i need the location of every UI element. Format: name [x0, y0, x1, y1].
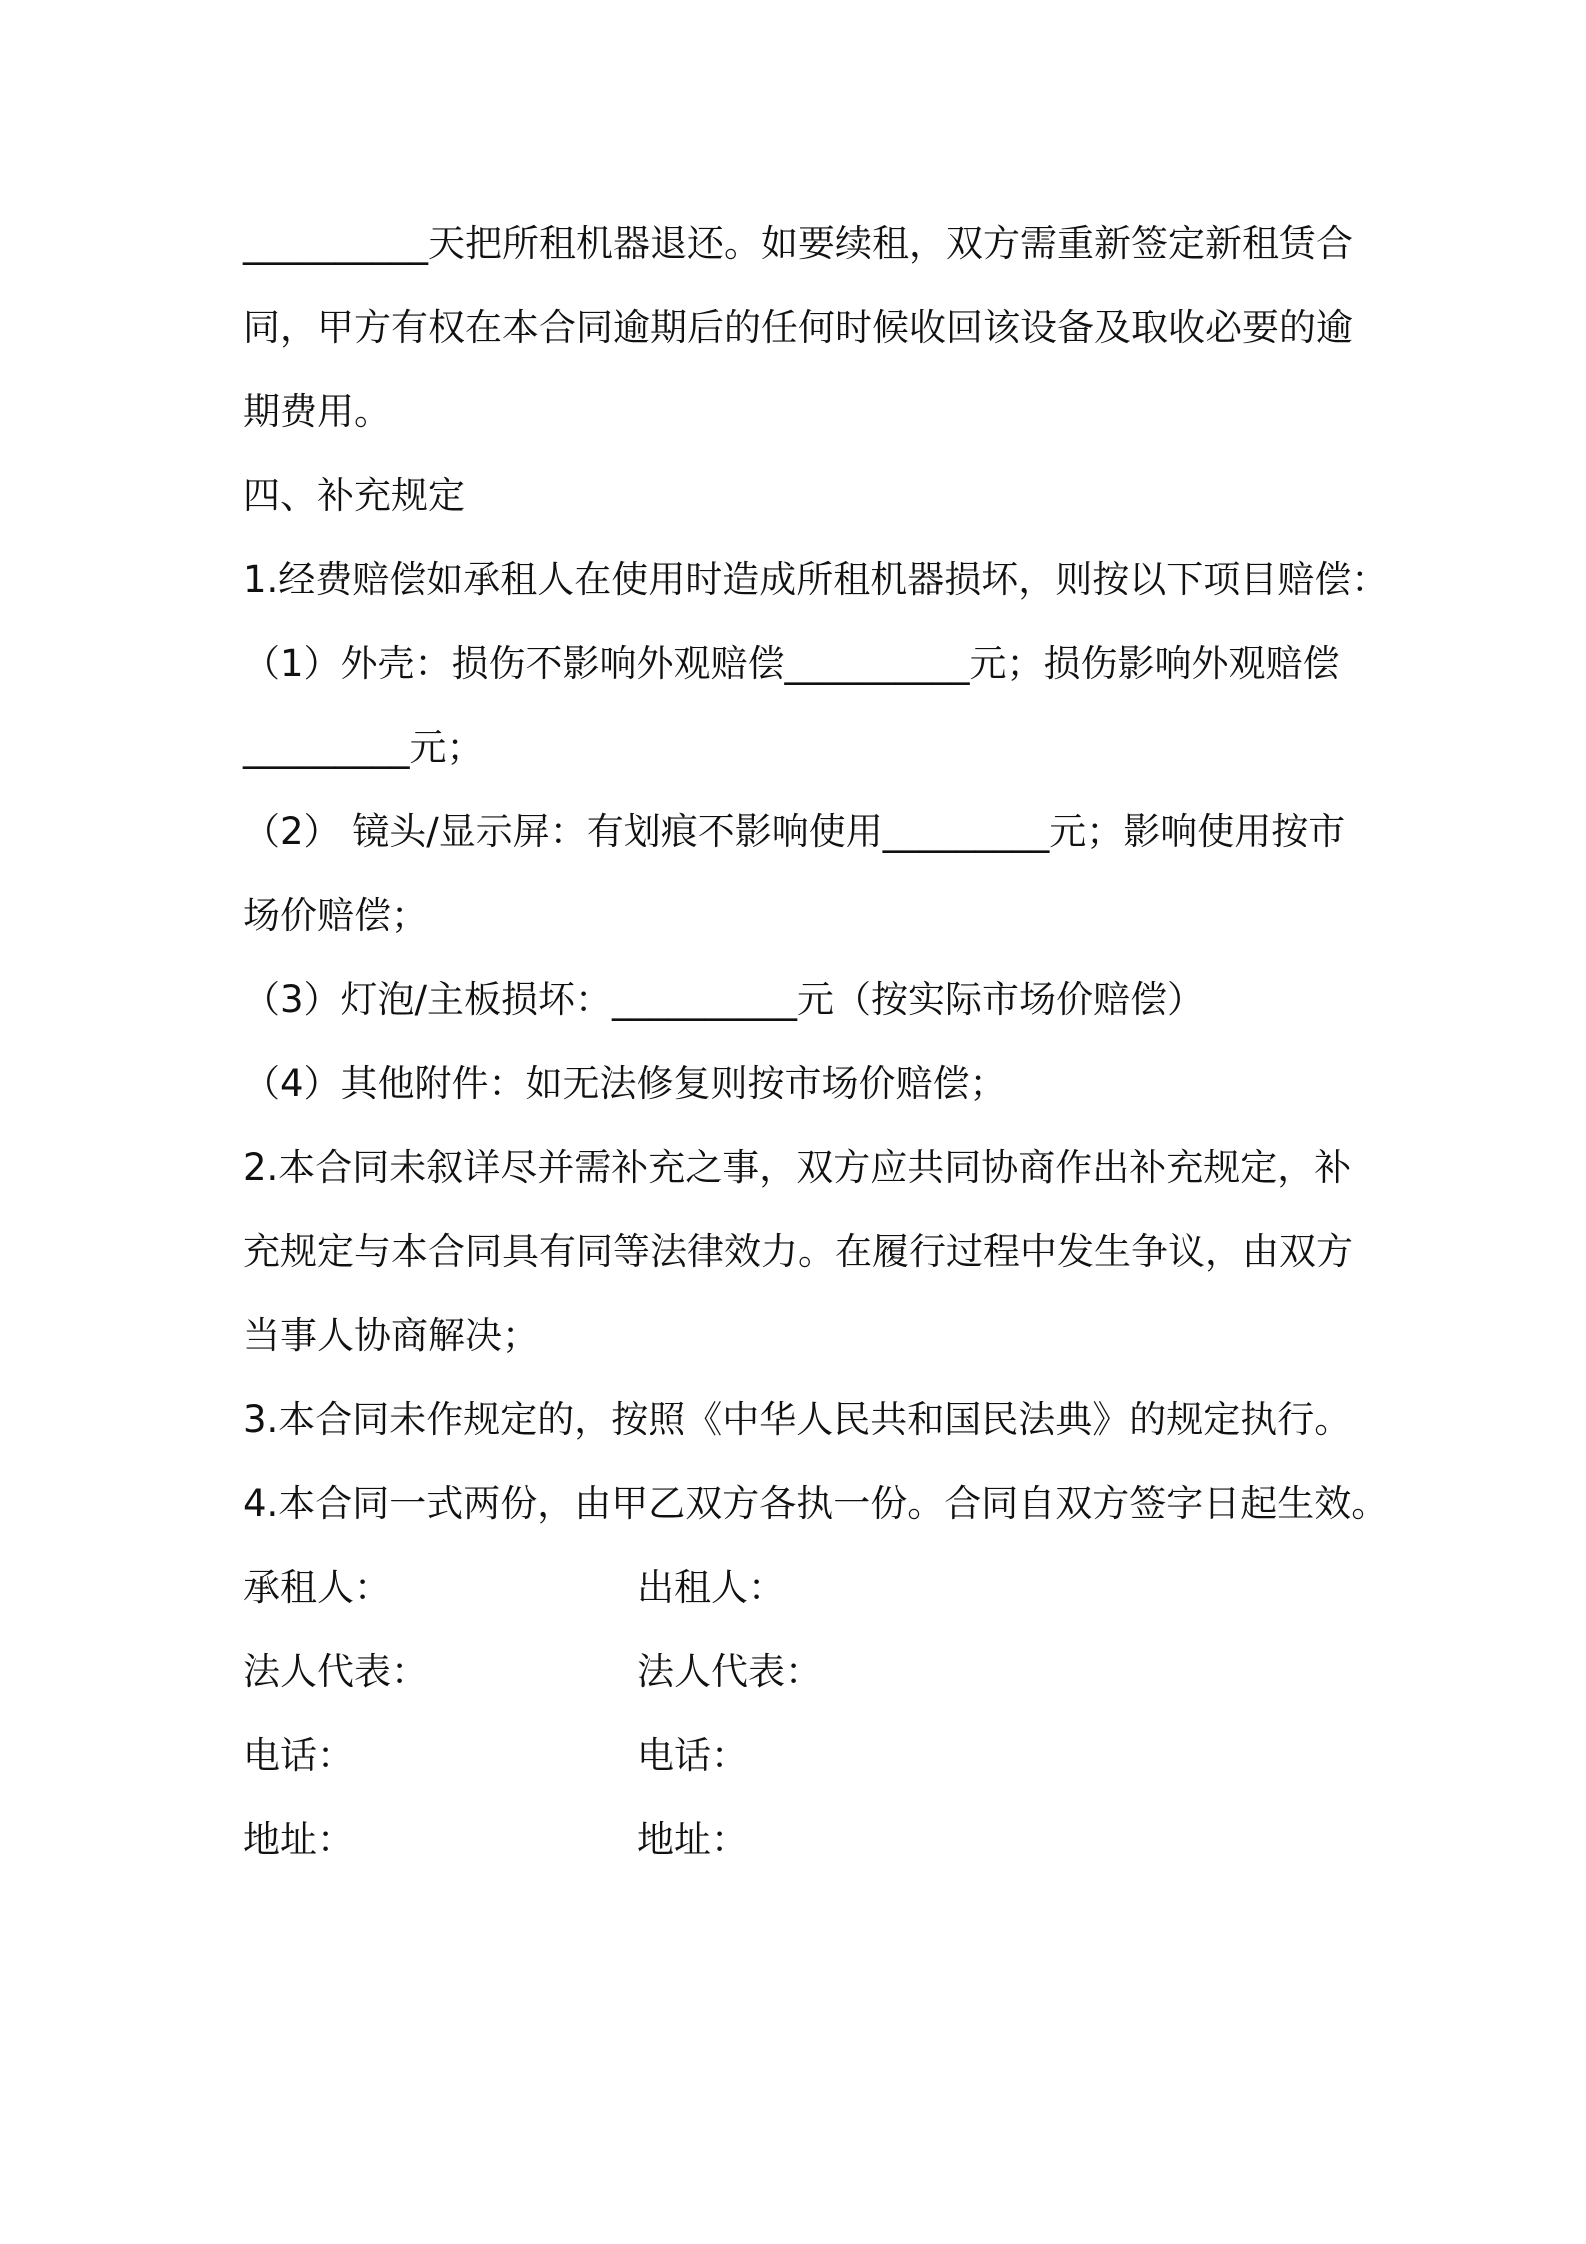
clause-line: 3.本合同未作规定的，按照《中华人民共和国民法典》的规定执行。 — [243, 1398, 1352, 1441]
lessor-address-label: 地址： — [637, 1818, 748, 1861]
lessor-label: 出租人： — [637, 1566, 785, 1609]
lessee-legal-rep-label: 法人代表： — [243, 1650, 428, 1693]
paragraph-line: 同，甲方有权在本合同逾期后的任何时候收回该设备及取收必要的逾 — [243, 306, 1353, 349]
sub-clause-line: （2） 镜头/显示屏：有划痕不影响使用_________元；影响使用按市 — [243, 810, 1346, 853]
lessor-phone-label: 电话： — [637, 1734, 748, 1777]
lessor-legal-rep-label: 法人代表： — [637, 1650, 822, 1693]
lessee-address-label: 地址： — [243, 1818, 354, 1861]
signature-row — [243, 1630, 1363, 1714]
sub-clause-line: （1）外壳：损伤不影响外观赔偿__________元；损伤影响外观赔偿 — [243, 642, 1340, 685]
document-body — [243, 202, 1389, 1882]
clause-line: 1.经费赔偿如承租人在使用时造成所租机器损坏，则按以下项目赔偿： — [243, 558, 1389, 601]
signature-row — [243, 1798, 1363, 1882]
sub-clause-line: _________元； — [243, 726, 484, 769]
sub-clause-line: （4）其他附件：如无法修复则按市场价赔偿； — [243, 1062, 1007, 1105]
lessee-phone-label: 电话： — [243, 1734, 354, 1777]
lessee-label: 承租人： — [243, 1566, 391, 1609]
clause-line: 2.本合同未叙详尽并需补充之事，双方应共同协商作出补充规定，补 — [243, 1146, 1352, 1189]
signature-row — [243, 1546, 1363, 1630]
clause-line: 充规定与本合同具有同等法律效力。在履行过程中发生争议，由双方 — [243, 1230, 1353, 1273]
clause-line: 当事人协商解决； — [243, 1314, 539, 1357]
signature-row — [243, 1714, 1363, 1798]
clause-line: 4.本合同一式两份，由甲乙双方各执一份。合同自双方签字日起生效。 — [243, 1482, 1389, 1525]
sub-clause-line: 场价赔偿； — [243, 894, 428, 937]
section-heading: 四、补充规定 — [243, 474, 465, 517]
paragraph-line: __________天把所租机器退还。如要续租，双方需重新签定新租赁合 — [243, 222, 1353, 265]
sub-clause-line: （3）灯泡/主板损坏：__________元（按实际市场价赔偿） — [243, 978, 1205, 1021]
paragraph-line: 期费用。 — [243, 390, 391, 433]
